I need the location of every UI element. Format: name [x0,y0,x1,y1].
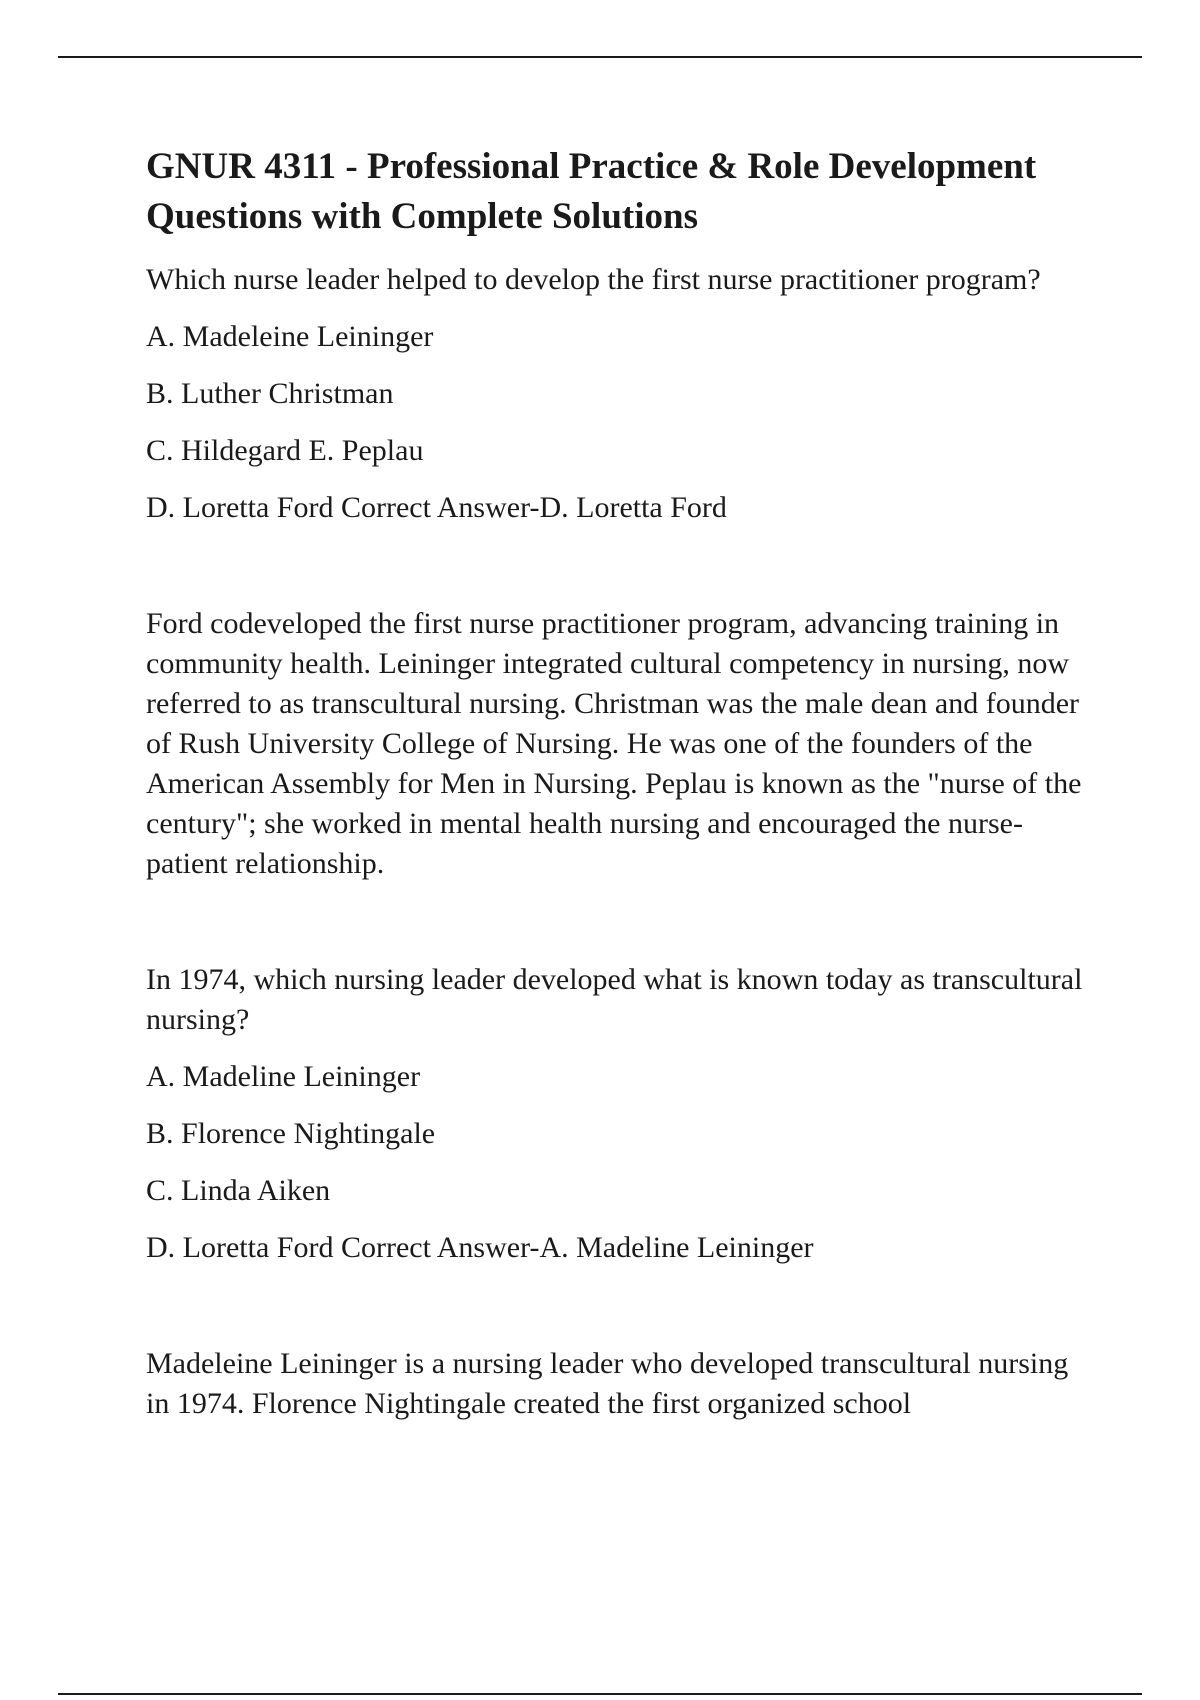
answer-explanation: Ford codeveloped the first nurse practitioner program, advancing training in community health. Leininger integrated cultural competency in nursing, now referred to as transcultural nursing. Christman was the male dean and founder of Rush University College of Nursing. He was one of the founders of the American Assembly for Men in Nursing. Peplau is known as the "nurse of the century"; she worked in mental health nursing and encouraged the nurse-patient relationship. [146,607,1082,880]
spacer [146,884,1086,960]
answer-option-c: C. Linda Aiken [146,1174,331,1207]
answer-option-a: A. Madeleine Leininger [146,320,434,353]
top-divider [58,56,1142,58]
question-block-1 [146,260,1086,884]
answer-option-a: A. Madeline Leininger [146,1060,421,1093]
document-title: GNUR 4311 - Professional Practice & Role Development Questions with Complete Solutions [146,146,1037,237]
document-body [146,142,1086,1424]
question-text: Which nurse leader helped to develop the first nurse practitioner program? [146,263,1041,296]
answer-option-c: C. Hildegard E. Peplau [146,434,424,467]
answer-explanation: Madeleine Leininger is a nursing leader who developed transcultural nursing in 1974. Florence Nightingale created the first organized school [146,1347,1069,1420]
spacer [146,1268,1086,1344]
spacer [146,528,1086,604]
bottom-divider [58,1693,1142,1695]
answer-option-d: D. Loretta Ford Correct Answer-A. Madeline Leininger [146,1231,814,1264]
answer-option-d: D. Loretta Ford Correct Answer-D. Loretta Ford [146,491,727,524]
answer-option-b: B. Florence Nightingale [146,1117,436,1150]
question-block-2 [146,960,1086,1424]
question-text: In 1974, which nursing leader developed what is known today as transcultural nursing? [146,963,1083,1036]
answer-option-b: B. Luther Christman [146,377,394,410]
